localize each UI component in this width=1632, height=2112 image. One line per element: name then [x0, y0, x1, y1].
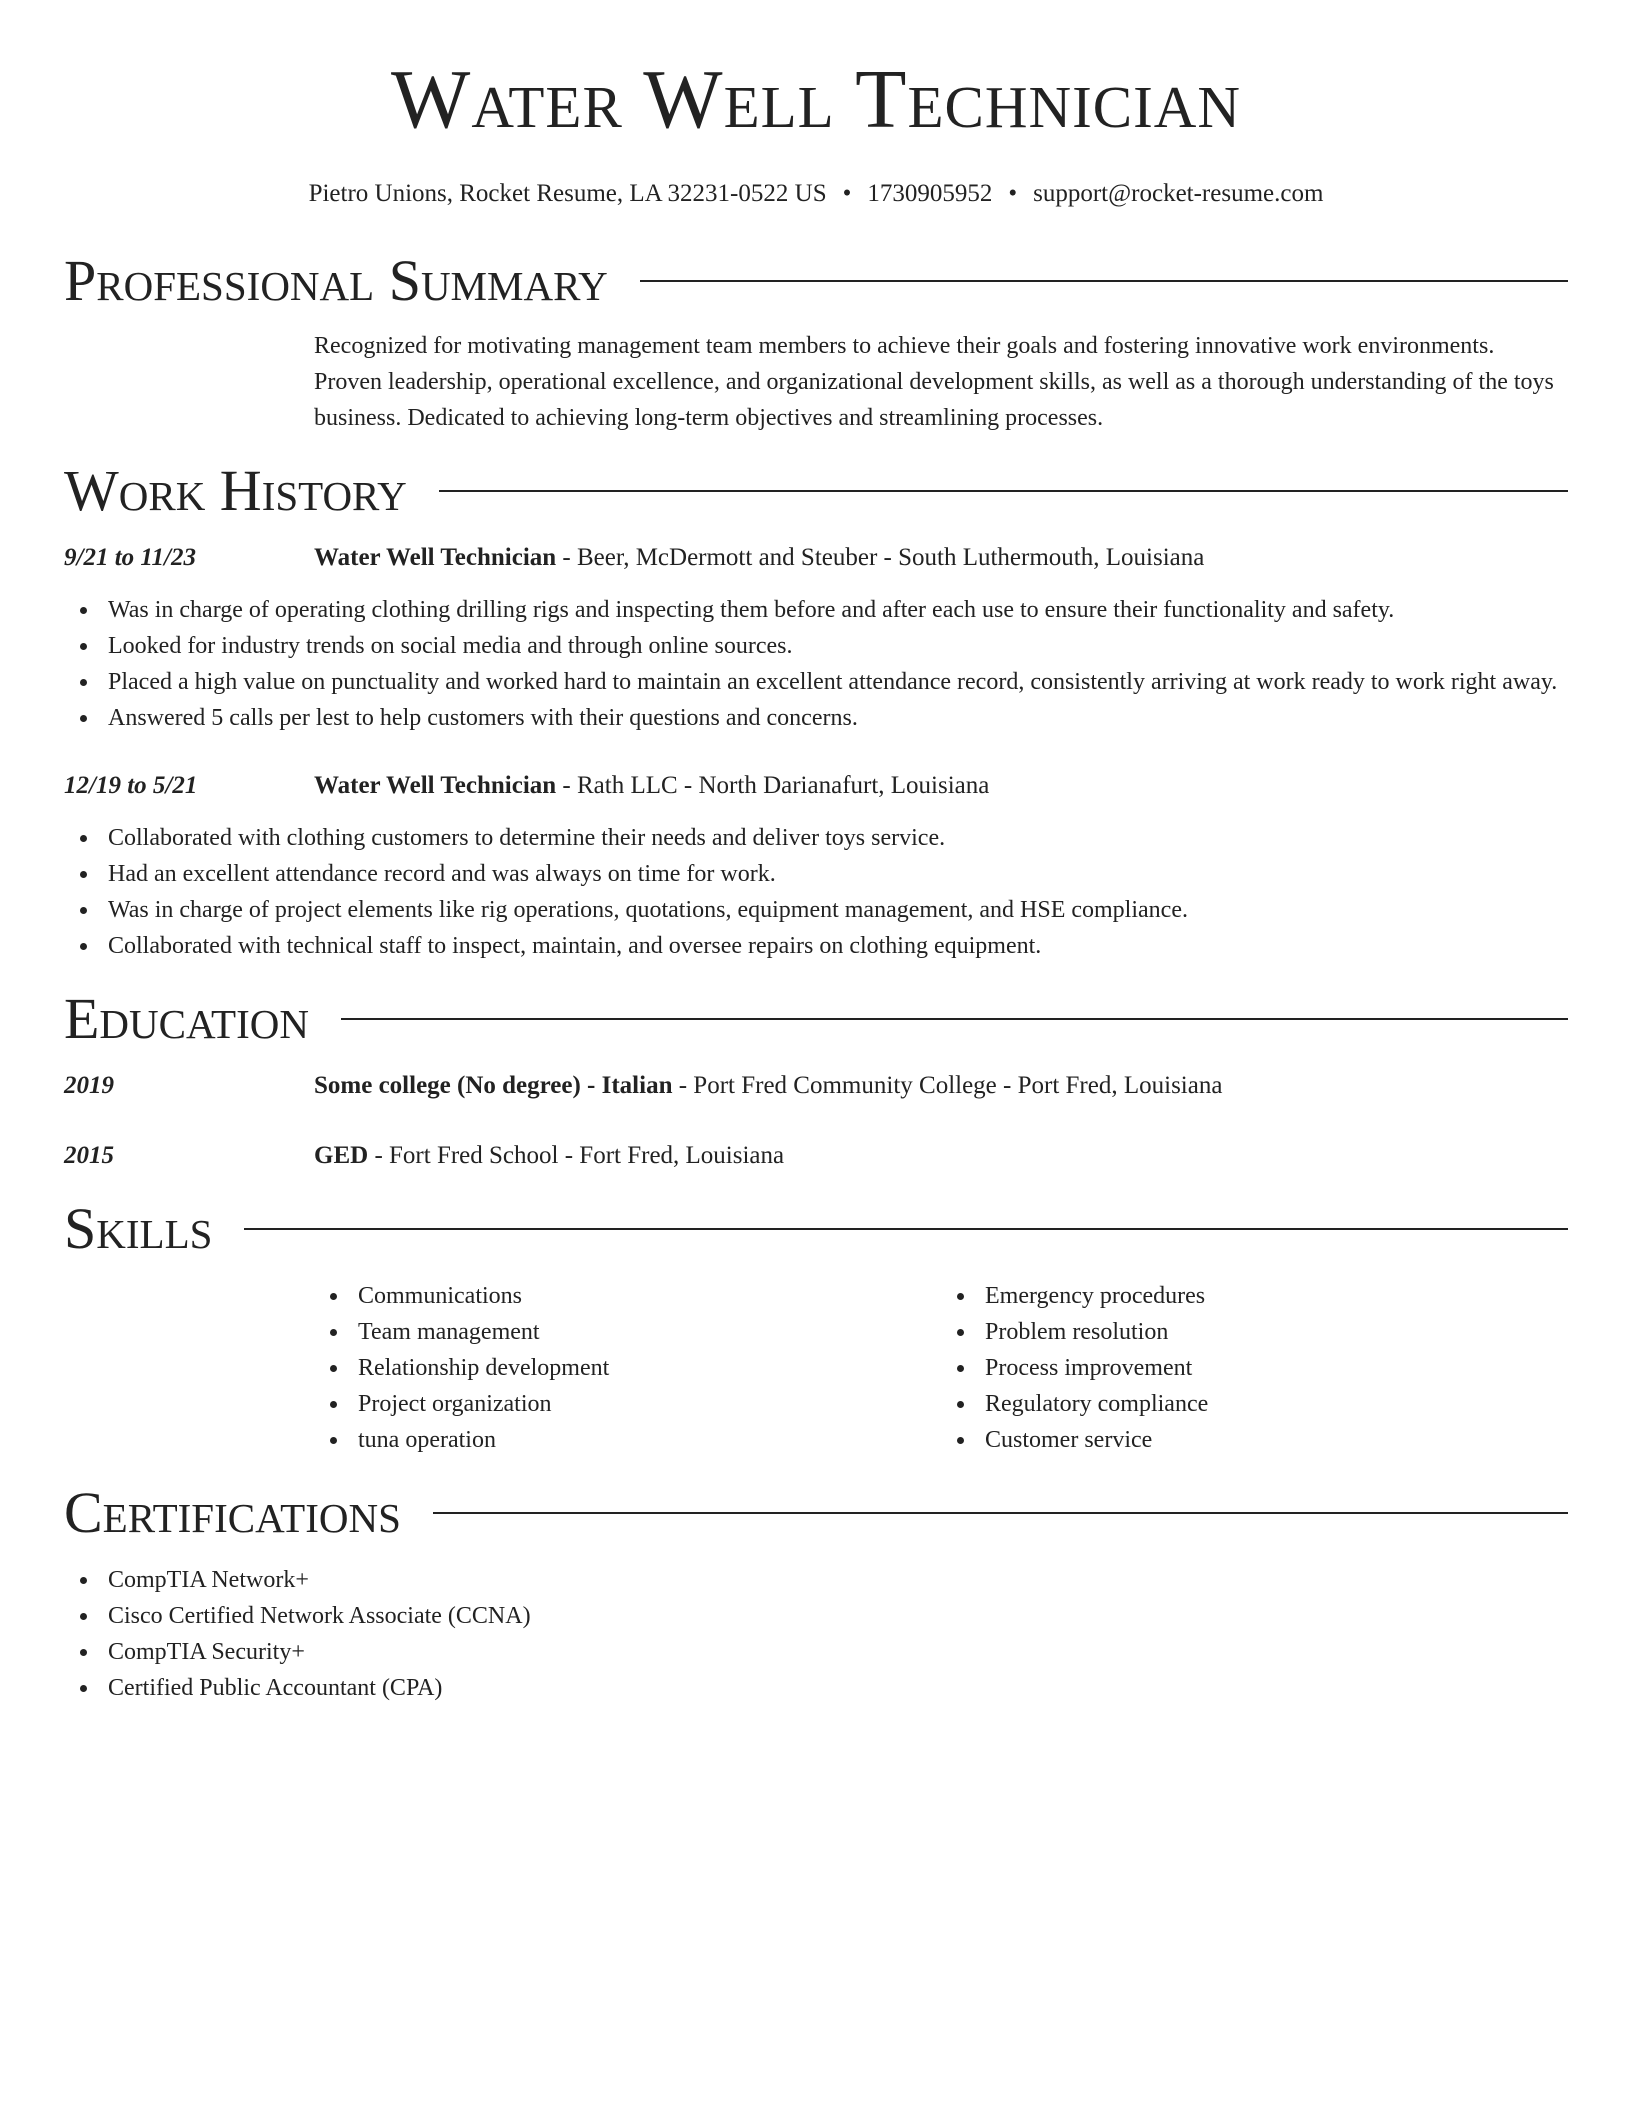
skill-item: Problem resolution	[985, 1314, 1568, 1350]
section-work-header	[64, 458, 1568, 523]
skill-item: Customer service	[985, 1422, 1568, 1458]
section-divider	[341, 1018, 1568, 1020]
job-details: - Rath LLC - North Darianafurt, Louisiana	[556, 772, 990, 799]
job-entry	[64, 768, 1568, 964]
section-divider	[439, 490, 1568, 492]
section-summary-header	[64, 248, 1568, 313]
job-title: Water Well Technician	[314, 772, 557, 799]
job-dates: 12/19 to 5/21	[64, 772, 198, 799]
skill-item: Project organization	[358, 1386, 941, 1422]
summary-text: Recognized for motivating management team members to achieve their goals and fostering innovative work environments. Proven leadership, operational excellence, and organizational development skills, as well as a thorough understanding of the toys business. Dedicated to achieving long-term objectives and streamlining processes.	[314, 333, 1554, 431]
certifications-list	[64, 1562, 1568, 1706]
list-item: Collaborated with technical staff to inspect, maintain, and oversee repairs on clothing equipment.	[108, 928, 1568, 964]
education-year: 2019	[64, 1072, 114, 1099]
contact-address: Pietro Unions, Rocket Resume, LA 32231-0522 US	[308, 180, 827, 207]
job-details: - Beer, McDermott and Steuber - South Luthermouth, Louisiana	[556, 544, 1205, 571]
education-details: - Fort Fred School - Fort Fred, Louisiana	[368, 1142, 785, 1169]
education-degree: GED	[314, 1142, 369, 1169]
certification-item: CompTIA Network+	[108, 1562, 1568, 1598]
skills-column-left	[314, 1278, 941, 1458]
skill-item: Process improvement	[985, 1350, 1568, 1386]
contact-phone: 1730905952	[867, 180, 993, 207]
section-heading: Certifications	[64, 1480, 401, 1545]
certification-item: Cisco Certified Network Associate (CCNA)	[108, 1598, 1568, 1634]
list-item: Had an excellent attendance record and was always on time for work.	[108, 856, 1568, 892]
contact-line	[64, 181, 1568, 206]
section-certifications-header	[64, 1480, 1568, 1545]
section-heading: Professional Summary	[64, 248, 608, 313]
job-title-line	[314, 540, 1204, 576]
skill-item: Team management	[358, 1314, 941, 1350]
section-heading: Skills	[64, 1196, 213, 1261]
contact-email: support@rocket-resume.com	[1033, 180, 1324, 207]
education-line	[314, 1138, 784, 1174]
skills-list	[314, 1278, 1568, 1458]
list-item: Placed a high value on punctuality and worked hard to maintain an excellent attendance record, consistently arriving at work ready to work right away.	[108, 664, 1568, 700]
skill-item: Communications	[358, 1278, 941, 1314]
section-divider	[433, 1512, 1568, 1514]
education-year: 2015	[64, 1142, 114, 1169]
skill-item: tuna operation	[358, 1422, 941, 1458]
contact-separator: •	[842, 180, 852, 207]
skill-item: Relationship development	[358, 1350, 941, 1386]
list-item: Looked for industry trends on social media and through online sources.	[108, 628, 1568, 664]
job-title-line	[314, 768, 989, 804]
job-dates: 9/21 to 11/23	[64, 544, 196, 571]
section-heading: Work History	[64, 458, 407, 523]
list-item: Collaborated with clothing customers to determine their needs and deliver toys service.	[108, 820, 1568, 856]
contact-separator: •	[1008, 180, 1018, 207]
section-divider	[244, 1228, 1568, 1230]
list-item: Answered 5 calls per lest to help customers with their questions and concerns.	[108, 700, 1568, 736]
list-item: Was in charge of operating clothing drilling rigs and inspecting them before and after each use to ensure their functionality and safety.	[108, 592, 1568, 628]
skills-column-right	[941, 1278, 1568, 1458]
skill-item: Emergency procedures	[985, 1278, 1568, 1314]
education-entry	[64, 1068, 1568, 1104]
section-heading: Education	[64, 986, 309, 1051]
list-item: Was in charge of project elements like rig operations, quotations, equipment management, and HSE compliance.	[108, 892, 1568, 928]
resume-name: Water Well Technician	[391, 53, 1241, 146]
skill-item: Regulatory compliance	[985, 1386, 1568, 1422]
job-entry	[64, 540, 1568, 736]
job-bullets	[64, 820, 1568, 964]
section-education-header	[64, 986, 1568, 1051]
certification-item: Certified Public Accountant (CPA)	[108, 1670, 1568, 1706]
education-entry	[64, 1138, 1568, 1174]
education-line	[314, 1068, 1222, 1104]
certification-item: CompTIA Security+	[108, 1634, 1568, 1670]
section-divider	[640, 280, 1568, 282]
section-skills-header	[64, 1196, 1568, 1261]
education-degree: Some college (No degree) - Italian	[314, 1072, 673, 1099]
job-title: Water Well Technician	[314, 544, 557, 571]
job-bullets	[64, 592, 1568, 736]
education-details: - Port Fred Community College - Port Fred, Louisiana	[672, 1072, 1223, 1099]
